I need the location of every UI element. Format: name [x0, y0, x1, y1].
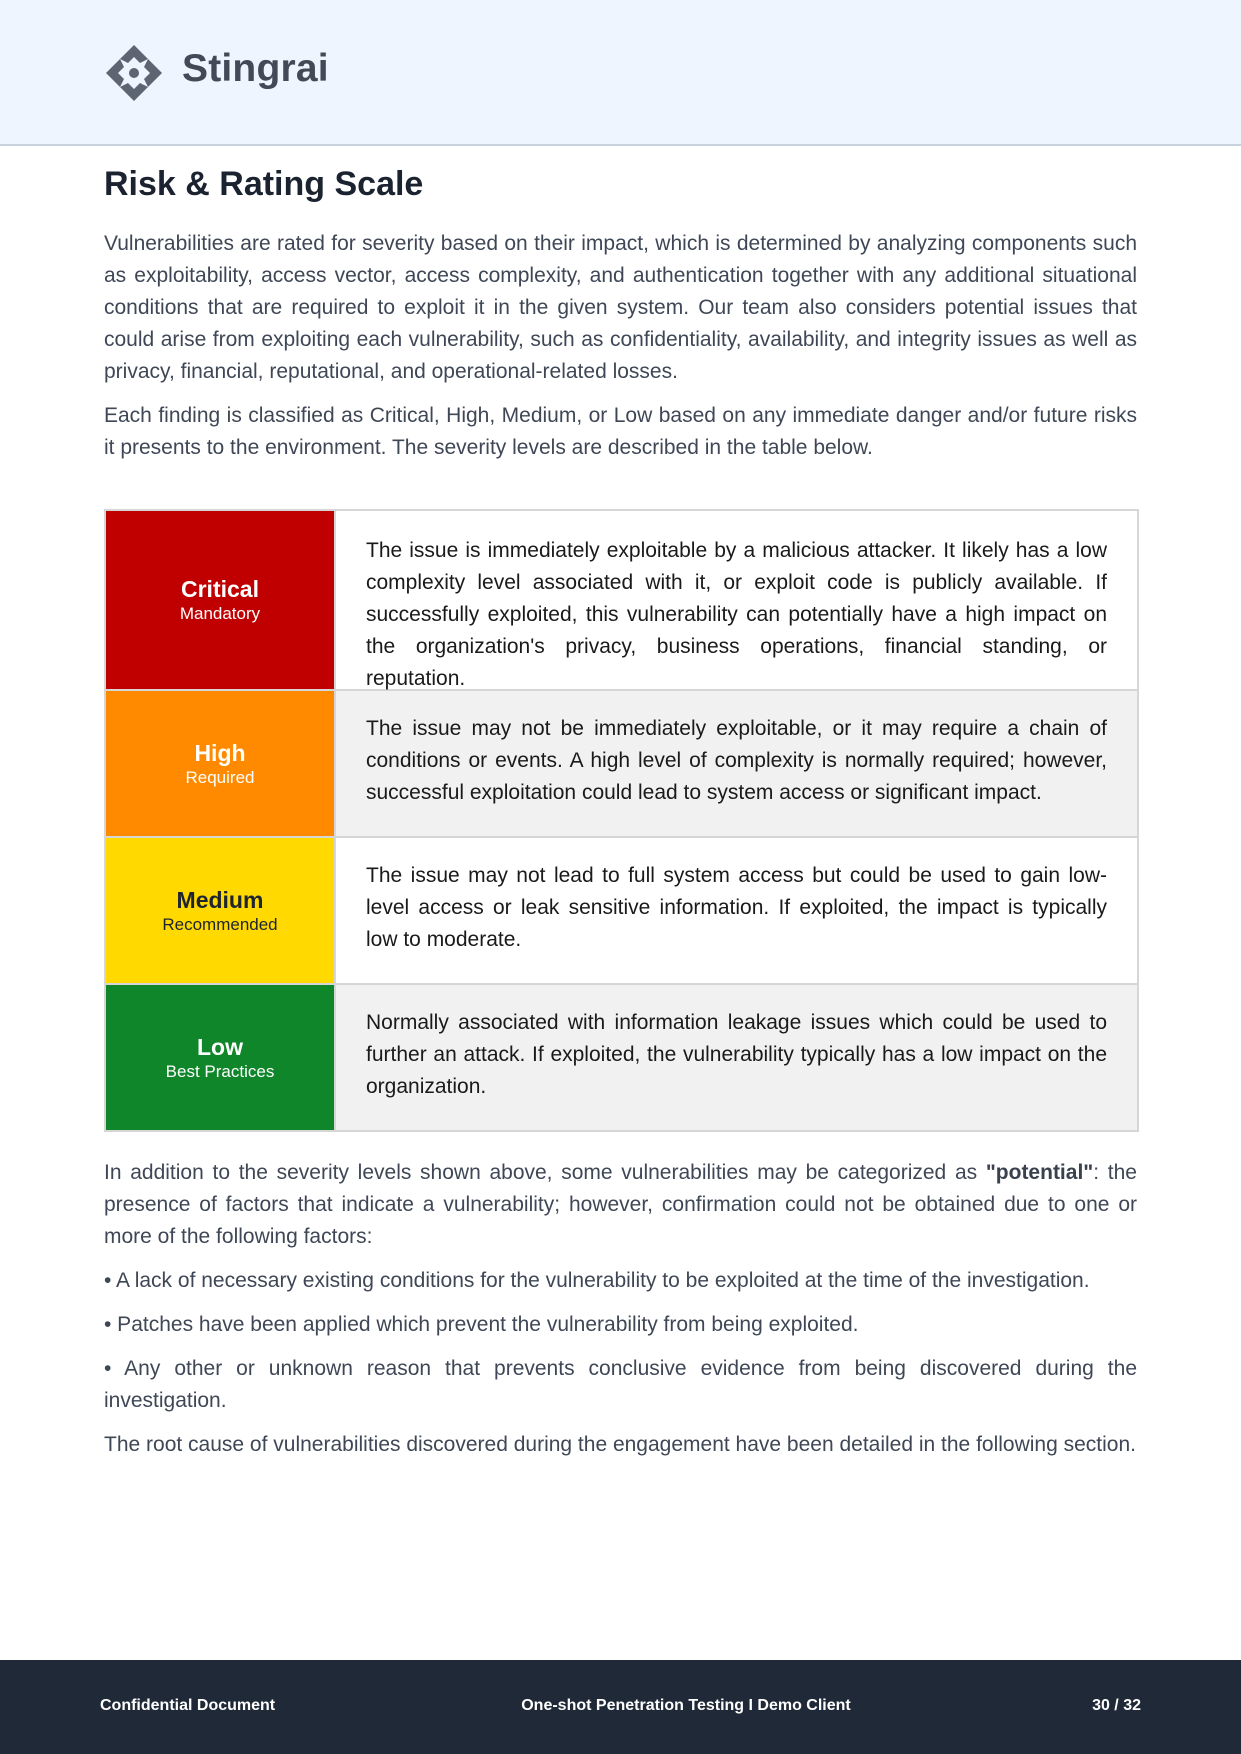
severity-row-medium	[106, 838, 1137, 985]
intro-paragraph-1: Vulnerabilities are rated for severity based on their impact, which is determined by analyzing components such as exploitability, access vector, access complexity, and authentication together with any additional situational conditions that are required to exploit it in the given system. Our team also considers potential issues that could arise from exploiting each vulnerability, such as confidentiality, availability, and integrity issues as well as privacy, financial, reputational, and operational-related losses.	[104, 232, 1137, 383]
severity-description: The issue may not be immediately exploitable, or it may require a chain of conditions or events. A high level of complexity is normally required; however, successful exploitation could lead to system access or significant impact.	[336, 691, 1137, 836]
potential-paragraph	[104, 1157, 1137, 1253]
footer-page-number: 30 / 32	[1092, 1697, 1141, 1714]
severity-label-critical	[106, 511, 336, 689]
potential-section	[104, 1157, 1137, 1473]
intro-paragraph-2: Each finding is classified as Critical, High, Medium, or Low based on any immediate danger and/or future risks it presents to the environment. The severity levels are described in the table below.	[104, 404, 1137, 459]
severity-name: Medium	[176, 886, 264, 913]
potential-term: "potential"	[985, 1161, 1094, 1184]
severity-name: High	[194, 739, 246, 766]
main-content	[104, 160, 1137, 464]
severity-name: Low	[197, 1033, 243, 1060]
severity-subtitle: Recommended	[162, 914, 278, 934]
page-header	[0, 0, 1241, 146]
severity-description: Normally associated with information leakage issues which could be used to further an attack. If exploited, the vulnerability typically has a low impact on the organization.	[336, 985, 1137, 1130]
severity-label-medium	[106, 838, 336, 983]
severity-row-low	[106, 985, 1137, 1130]
severity-subtitle: Mandatory	[179, 604, 261, 623]
potential-lead: In addition to the severity levels shown above, some vulnerabilities may be categorized as	[104, 1161, 986, 1184]
severity-name: Critical	[181, 576, 259, 602]
severity-description: The issue may not lead to full system access but could be used to gain low-level access or leak sensitive information. If exploited, the impact is typically low to moderate.	[336, 838, 1137, 983]
severity-subtitle: Best Practices	[165, 1061, 275, 1081]
potential-tail: : the presence of factors that indicate a vulnerability; however, confirmation could not be obtained due to one or more of the following factors:	[104, 1161, 1137, 1248]
severity-subtitle: Required	[185, 767, 255, 787]
bullet-item: • Patches have been applied which prevent the vulnerability from being exploited.	[104, 1313, 859, 1336]
bullet-item: • Any other or unknown reason that prevents conclusive evidence from being discovered during the investigation.	[104, 1357, 1137, 1412]
brand-name: Stingrai	[182, 47, 329, 90]
page-title: Risk & Rating Scale	[104, 165, 424, 203]
closing-paragraph: The root cause of vulnerabilities discovered during the engagement have been detailed in the following section.	[104, 1433, 1136, 1456]
footer-document-title: One-shot Penetration Testing I Demo Client	[521, 1697, 851, 1714]
severity-description: The issue is immediately exploitable by a malicious attacker. It likely has a low complexity level associated with it, or exploit code is publicly available. If successfully exploited, this vulnerability can potentially have a high impact on the organization's privacy, business operations, financial standing, or reputation.	[336, 511, 1137, 689]
severity-table	[104, 509, 1139, 1132]
page-footer	[0, 1660, 1241, 1754]
bullet-item: • A lack of necessary existing conditions for the vulnerability to be exploited at the time of the investigation.	[104, 1269, 1090, 1292]
severity-row-high	[106, 691, 1137, 838]
severity-row-critical	[106, 511, 1137, 691]
footer-confidential: Confidential Document	[100, 1697, 276, 1714]
severity-label-high	[106, 691, 336, 836]
stingrai-logo-icon	[104, 43, 164, 103]
severity-label-low	[106, 985, 336, 1130]
